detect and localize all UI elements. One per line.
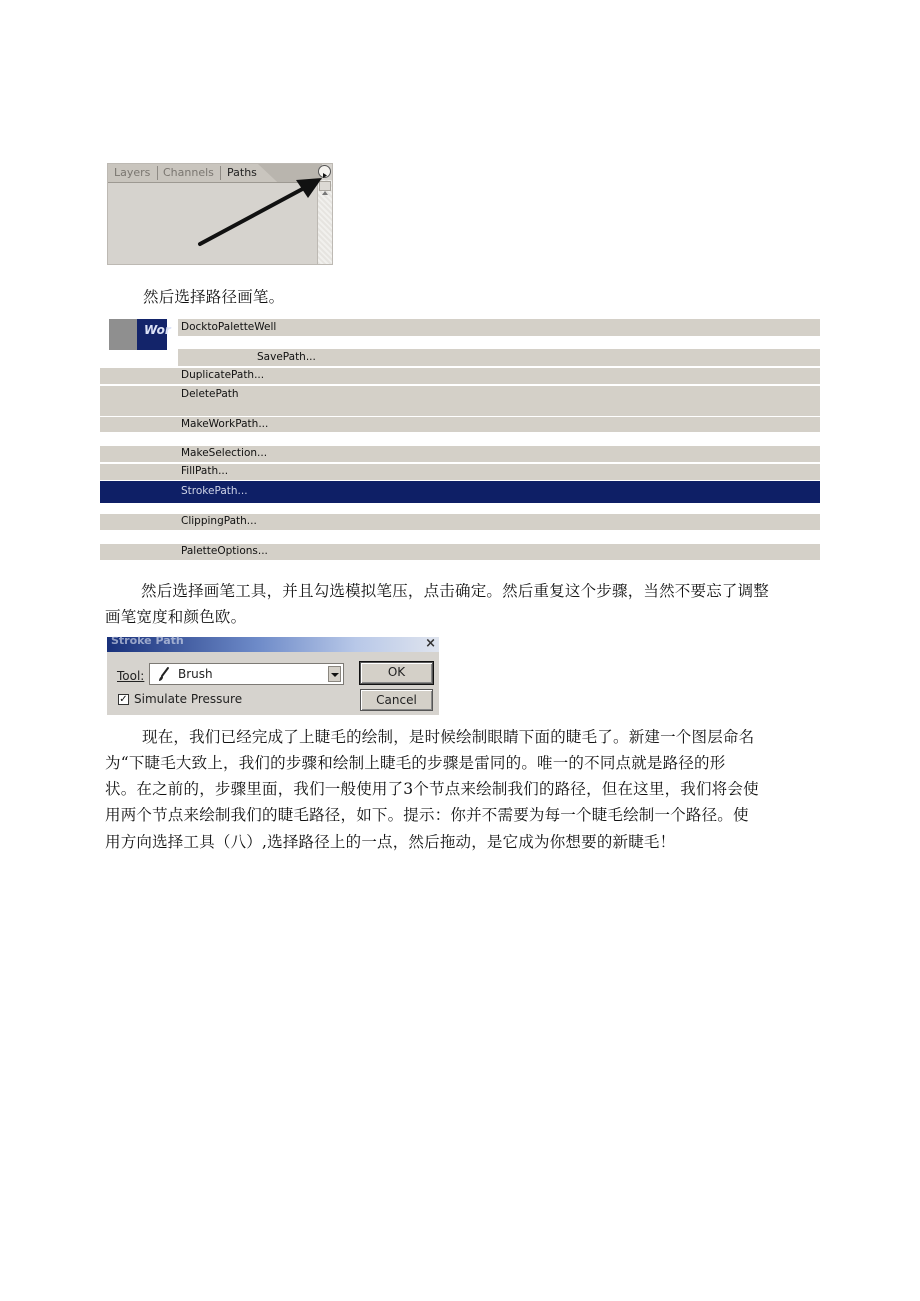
menu-item-label: MakeSelection...	[181, 447, 268, 459]
tab-channels[interactable]: Channels	[163, 166, 214, 179]
menu-item-delete-path[interactable]	[100, 386, 820, 416]
paragraph-brush-tool-line1: 然后选择画笔工具，并且勾选模拟笔压，点击确定。然后重复这个步骤，当然不要忘了调整	[141, 582, 770, 600]
tool-select[interactable]	[149, 663, 344, 685]
tool-select-value: Brush	[178, 667, 213, 681]
close-icon[interactable]: ×	[425, 636, 436, 651]
thumbnail-preview	[109, 319, 137, 350]
cancel-button[interactable]: Cancel	[360, 689, 433, 711]
chevron-down-icon[interactable]	[328, 666, 341, 682]
paragraph-lower-lashes-line5: 用方向选择工具（八）,选择路径上的一点，然后拖动，是它成为你想要的新睫毛！	[105, 833, 676, 851]
paths-palette-screenshot	[107, 163, 333, 265]
menu-item-fill-path[interactable]	[100, 464, 820, 480]
paragraph-lower-lashes-line3: 状。在之前的，步骤里面，我们一般使用了3个节点来绘制我们的路径，但在这里，我们将会使	[105, 780, 759, 798]
tool-label: Tool:	[117, 669, 145, 683]
menu-item-make-selection[interactable]	[100, 446, 820, 462]
tab-layers[interactable]: Layers	[114, 166, 151, 179]
thumbnail-label: Wor	[144, 323, 171, 337]
menu-item-label: SavePath...	[257, 351, 316, 363]
menu-item-label: StrokePath...	[181, 485, 248, 497]
menu-item-label: DocktoPaletteWell	[181, 321, 277, 333]
menu-item-label: DuplicatePath...	[181, 369, 265, 381]
menu-item-save-path[interactable]	[178, 349, 820, 366]
simulate-pressure-label: Simulate Pressure	[134, 692, 243, 706]
brush-icon	[157, 667, 171, 682]
menu-item-label: MakeWorkPath...	[181, 418, 269, 430]
dialog-title-bar	[107, 634, 439, 652]
paragraph-brush-tool-line2: 画笔宽度和颜色欧。	[105, 608, 247, 626]
menu-item-dock-to-palette-well[interactable]	[178, 319, 820, 336]
simulate-pressure-checkbox[interactable]: ✓	[119, 694, 128, 705]
menu-item-label: PaletteOptions...	[181, 545, 268, 557]
paragraph-lower-lashes-line4: 用两个节点来绘制我们的睫毛路径，如下。提示：你并不需要为每一个睫毛绘制一个路径。使	[105, 806, 749, 824]
menu-item-label: DeletePath	[181, 388, 239, 400]
menu-item-palette-options[interactable]	[100, 544, 820, 560]
menu-item-duplicate-path[interactable]	[100, 368, 820, 384]
dialog-title: Stroke Path	[111, 634, 184, 647]
menu-item-stroke-path[interactable]	[100, 481, 820, 503]
ok-button[interactable]: OK	[360, 662, 433, 684]
menu-item-clipping-path[interactable]	[100, 514, 820, 530]
menu-item-label: ClippingPath...	[181, 515, 257, 527]
paragraph-lower-lashes-line1: 现在，我们已经完成了上睫毛的绘制，是时候绘制眼睛下面的睫毛了。新建一个图层命名	[142, 728, 755, 746]
paragraph-lower-lashes-line2: 为“下睫毛大致上，我们的步骤和绘制上睫毛的步骤是雷同的。唯一的不同点就是路径的形	[105, 754, 726, 772]
pointer-arrow-icon	[108, 164, 334, 266]
work-path-thumbnail	[109, 319, 171, 350]
menu-item-make-work-path[interactable]	[100, 417, 820, 432]
tab-paths[interactable]: Paths	[227, 166, 257, 179]
paragraph-select-path-brush: 然后选择路径画笔。	[143, 288, 285, 306]
menu-item-label: FillPath...	[181, 465, 229, 477]
